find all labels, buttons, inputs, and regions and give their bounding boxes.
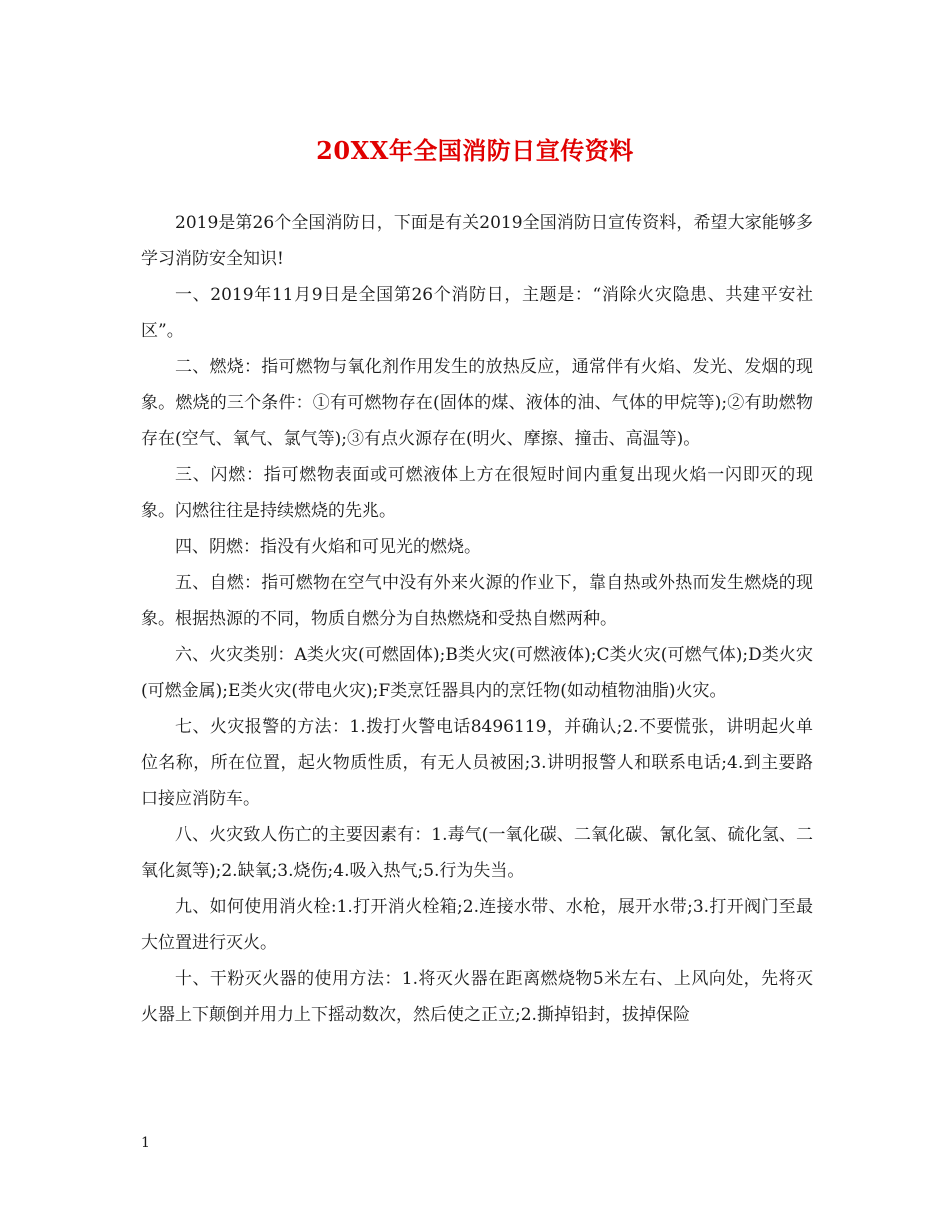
- page-number: 1: [141, 1135, 150, 1151]
- paragraph-4-smoldering: 四、阴燃：指没有火焰和可见光的燃烧。: [175, 537, 481, 557]
- paragraph-10-extinguisher-use: 十、干粉灭火器的使用方法：1.将灭火器在距离燃烧物5米左右、上风向处，先将灭火器上下颠倒并用力上下摇动数次，然后使之正立;2.撕掉铅封，拔掉保险: [141, 969, 813, 1025]
- document-body: [141, 205, 813, 1033]
- paragraph-1-fire-day-theme: 一、2019年11月9日是全国第26个消防日，主题是：“消除火灾隐患、共建平安社区”。: [141, 285, 813, 341]
- paragraph-9-hydrant-use: 九、如何使用消火栓:1.打开消火栓箱;2.连接水带、水枪，展开水带;3.打开阀门至最大位置进行灭火。: [141, 897, 813, 953]
- paragraph-5-spontaneous-combustion: 五、自燃：指可燃物在空气中没有外来火源的作业下，靠自热或外热而发生燃烧的现象。根据热源的不同，物质自燃分为自热燃烧和受热自燃两种。: [141, 573, 813, 629]
- paragraph-7-fire-alarm: 七、火灾报警的方法：1.拨打火警电话8496119，并确认;2.不要慌张，讲明起火单位名称，所在位置，起火物质性质，有无人员被困;3.讲明报警人和联系电话;4.到主要路口接应消防车。: [141, 717, 813, 809]
- paragraph-3-flash-fire: 三、闪燃：指可燃物表面或可燃液体上方在很短时间内重复出现火焰一闪即灭的现象。闪燃往往是持续燃烧的先兆。: [141, 465, 813, 521]
- paragraph-2-combustion: 二、燃烧：指可燃物与氧化剂作用发生的放热反应，通常伴有火焰、发光、发烟的现象。燃烧的三个条件：①有可燃物存在(固体的煤、液体的油、气体的甲烷等);②有助燃物存在(空气、氧气、氯气等);③有点火源存在(明火、摩擦、撞击、高温等)。: [141, 357, 813, 449]
- paragraph-intro: 2019是第26个全国消防日，下面是有关2019全国消防日宣传资料，希望大家能够多学习消防安全知识!: [141, 213, 813, 269]
- page-title: 20XX年全国消防日宣传资料: [316, 136, 634, 165]
- paragraph-8-casualty-factors: 八、火灾致人伤亡的主要因素有：1.毒气(一氧化碳、二氧化碳、氰化氢、硫化氢、二氧化氮等);2.缺氧;3.烧伤;4.吸入热气;5.行为失当。: [141, 825, 813, 881]
- paragraph-6-fire-classes: 六、火灾类别：A类火灾(可燃固体);B类火灾(可燃液体);C类火灾(可燃气体);D类火灾(可燃金属);E类火灾(带电火灾);F类烹饪器具内的烹饪物(如动植物油脂)火灾。: [141, 645, 813, 701]
